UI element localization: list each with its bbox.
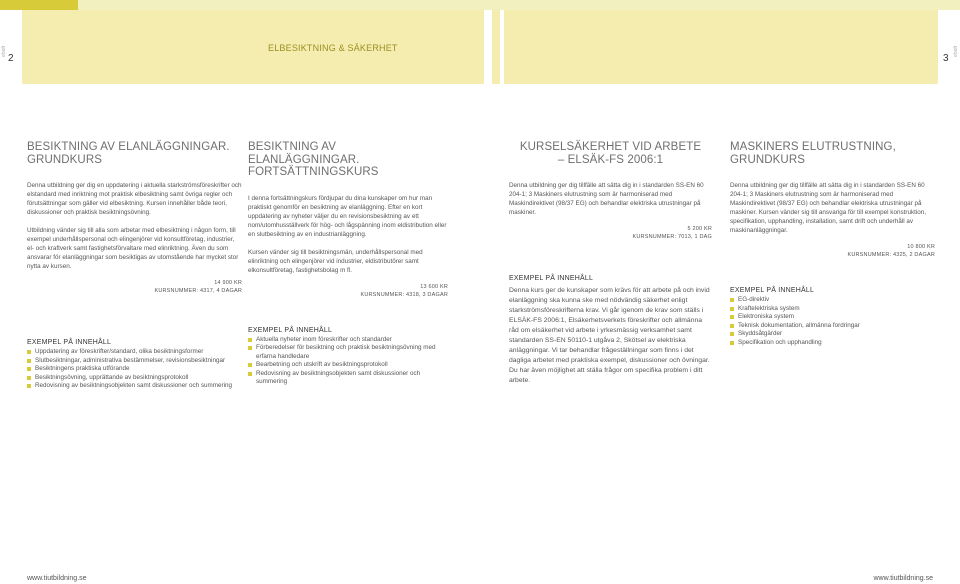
list-item: Slutbesiktningar, administrativa bestämmelser, revisionsbesiktningar — [27, 357, 242, 366]
price-block — [248, 283, 448, 299]
bullet-square-icon — [730, 298, 734, 302]
example-title: EXEMPEL PÅ INNEHÅLL — [248, 326, 333, 334]
list-item: Förberedelser för besiktning och praktisk besiktningsövning med erfarna handledare — [248, 344, 448, 361]
example-list — [248, 336, 448, 387]
course-title-line2: FORTSÄTTNINGSKURS — [248, 166, 379, 178]
left-page-number: 2 — [8, 53, 14, 64]
course-title — [509, 141, 712, 166]
course-number: KURSNUMMER: 4318, 3 DAGAR — [360, 291, 448, 298]
header-band — [0, 10, 960, 84]
list-item: Bearbetning och utskrift av besiktningsprotokoll — [248, 361, 448, 370]
course-price: 10 800 KR — [907, 244, 935, 250]
side-label-right: ebolt — [953, 46, 959, 57]
course-column-1 — [27, 141, 242, 391]
top-accent-dark — [0, 0, 78, 10]
course-column-4 — [730, 141, 935, 347]
bullet-square-icon — [730, 332, 734, 336]
course-title — [248, 141, 448, 179]
course-title-line2: – ELSÄK-FS 2006:1 — [557, 153, 664, 166]
course-price: 14 900 KR — [214, 280, 242, 286]
course-description: Denna utbildning ger dig tillfälle att sätta dig in i standarden SS-EN 60 204-1; 3 Maskiners elutrustning som är harmoniserad med Maskindirektivet (98/37 EG) och behandlar elektriska utrustningar på maskiner. — [509, 182, 704, 216]
price-block — [509, 225, 712, 241]
example-content — [509, 275, 712, 386]
example-list — [27, 348, 242, 391]
course-title — [730, 141, 935, 166]
example-title: EXEMPEL PÅ INNEHÅLL — [730, 287, 815, 294]
list-item: Specifikation och upphandling — [730, 339, 935, 348]
price-block — [730, 243, 935, 259]
example-list — [730, 296, 935, 347]
list-item: Redovisning av besiktningsobjekten samt diskussioner och summering — [248, 370, 448, 387]
bullet-square-icon — [27, 384, 31, 388]
list-item: Skyddsåtgärder — [730, 330, 935, 339]
course-price: 13 600 KR — [420, 283, 448, 290]
course-title-line1: BESIKTNING AV ELANLÄGGNINGAR. — [27, 141, 230, 153]
course-title-line1: KURSELSÄKERHET VID ARBETE — [519, 141, 702, 153]
header-stripe — [484, 10, 492, 84]
list-item: EG-direktiv — [730, 296, 935, 305]
example-content — [27, 339, 242, 391]
bullet-square-icon — [730, 307, 734, 311]
list-item: Teknisk dokumentation, allmänna fordringar — [730, 322, 935, 331]
footer-website-link[interactable]: www.tiutbildning.se — [873, 575, 933, 582]
course-description: Denna utbildning ger dig tillfälle att sätta dig in i standarden SS-EN 60 204-1; 3 Maskiners elutrustning som är harmoniserad med Maskindirektivet (98/37 EG) och behandlar elektriska utrustningar på maskiner. Kursen vänder sig till ansvariga för till exempel konstruktion, specifikation, upphandling, installation, samt drift och underhåll av maskinanläggningar. — [730, 182, 926, 234]
course-description: I denna fortsättningskurs fördjupar du dina kunskaper om hur man praktiskt genomför en besiktning av elanläggning. Efter en kort uppdatering av nyheter väljer du en revisionsbesiktning av ett nom/utomhusställverk för hög- och lågspänning inom eldistribution eller en slutbesiktning av en industrianläggning. — [248, 194, 447, 238]
bullet-square-icon — [248, 338, 252, 342]
bullet-square-icon — [730, 315, 734, 319]
right-page-number: 3 — [943, 53, 949, 64]
footer-website-link[interactable]: www.tiutbildning.se — [27, 575, 87, 582]
bullet-square-icon — [27, 376, 31, 380]
list-item: Aktuella nyheter inom föreskrifter och standarder — [248, 336, 448, 345]
section-title: ELBESIKTNING & SÄKERHET — [268, 43, 398, 53]
course-number: KURSNUMMER: 7013, 1 DAG — [632, 234, 712, 240]
course-title — [27, 141, 242, 166]
top-accent-bar — [0, 0, 960, 10]
bullet-square-icon — [248, 346, 252, 350]
course-title-line2: GRUNDKURS — [27, 153, 103, 166]
course-audience: Utbildning vänder sig till alla som arbetar med elbesiktning i någon form, till exempel underhållspersonal och elingenjörer vid konsultföretag, industrier, el- och kraftverk samt fastighetsförvaltare med elinriktning. Även du som ansvarar för elanläggningar som besiktigas av utomstående har mycket stor nytta av kursen. — [27, 227, 239, 270]
course-title-line1: BESIKTNING AV ELANLÄGGNINGAR. — [248, 141, 360, 166]
course-audience: Kursen vänder sig till besiktningsmän, underhållspersonal med elinriktning och elingenjörer vid industrier, eldistributörer samt elkonsultföretag, fastighetsbolag m fl. — [248, 248, 423, 274]
course-title-line2: GRUNDKURS — [730, 153, 806, 166]
course-description: Denna utbildning ger dig en uppdatering i aktuella starkströmsföreskrifter och elstandard med inriktning mot praktisk elbesiktning samt övriga regler och förutsättningar som gäller vid elbesiktning. Kursen innehåller både teori, diskussioner och praktisk besiktningsövning. — [27, 182, 242, 216]
course-title-line1: MASKINERS ELUTRUSTNING, — [730, 141, 896, 153]
list-item: Kraftelektriska system — [730, 305, 935, 314]
example-title: EXEMPEL PÅ INNEHÅLL — [27, 339, 112, 346]
example-content — [730, 287, 935, 347]
course-column-2 — [248, 141, 448, 387]
list-item: Besiktningsövning, upprättande av besiktningsprotokoll — [27, 374, 242, 383]
list-item: Redovisning av besiktningsobjekten samt diskussioner och summering — [27, 382, 242, 391]
course-number: KURSNUMMER: 4317, 4 DAGAR — [154, 288, 242, 294]
bullet-square-icon — [248, 363, 252, 367]
course-description: Denna kurs ger de kunskaper som krävs för att arbete på och invid elanläggning ska kunna ske med nödvändig säkerhet enligt starkströmsföreskrifterna krav. Vi går igenom de krav som ställs i ELSÄK-FS 2006:1, Elsäkerhetsverkets föreskrifter och allmänna råd om elsäkerhet vid arbete i yrkesmässig verksamhet samt standarden SS-EN 50110-1 utgåva 2, Skötsel av elektriska anläggningar. Vi tar behandlar frågeställningar som finns i det dagliga arbetet med praktiska exempel, diskussioner och övningar. Du har även möjlighet att ställa frågor om specifika problem i ditt arbete. — [509, 287, 710, 384]
list-item: Besiktningens praktiska utförande — [27, 365, 242, 374]
bullet-square-icon — [730, 324, 734, 328]
course-number: KURSNUMMER: 4325, 2 DAGAR — [847, 252, 935, 258]
course-column-3 — [509, 141, 712, 386]
header-stripe — [500, 10, 504, 84]
bullet-square-icon — [730, 341, 734, 345]
list-item: Uppdatering av föreskrifter/standard, olika besiktningsformer — [27, 348, 242, 357]
example-title: EXEMPEL PÅ INNEHÅLL — [509, 275, 594, 282]
bullet-square-icon — [27, 350, 31, 354]
bullet-square-icon — [248, 372, 252, 376]
price-block — [27, 279, 242, 295]
list-item: Elektroniska system — [730, 313, 935, 322]
side-label-left: ebolt — [1, 46, 7, 57]
course-price: 5 200 KR — [687, 226, 712, 232]
bullet-square-icon — [27, 367, 31, 371]
bullet-square-icon — [27, 359, 31, 363]
example-content — [248, 327, 448, 387]
